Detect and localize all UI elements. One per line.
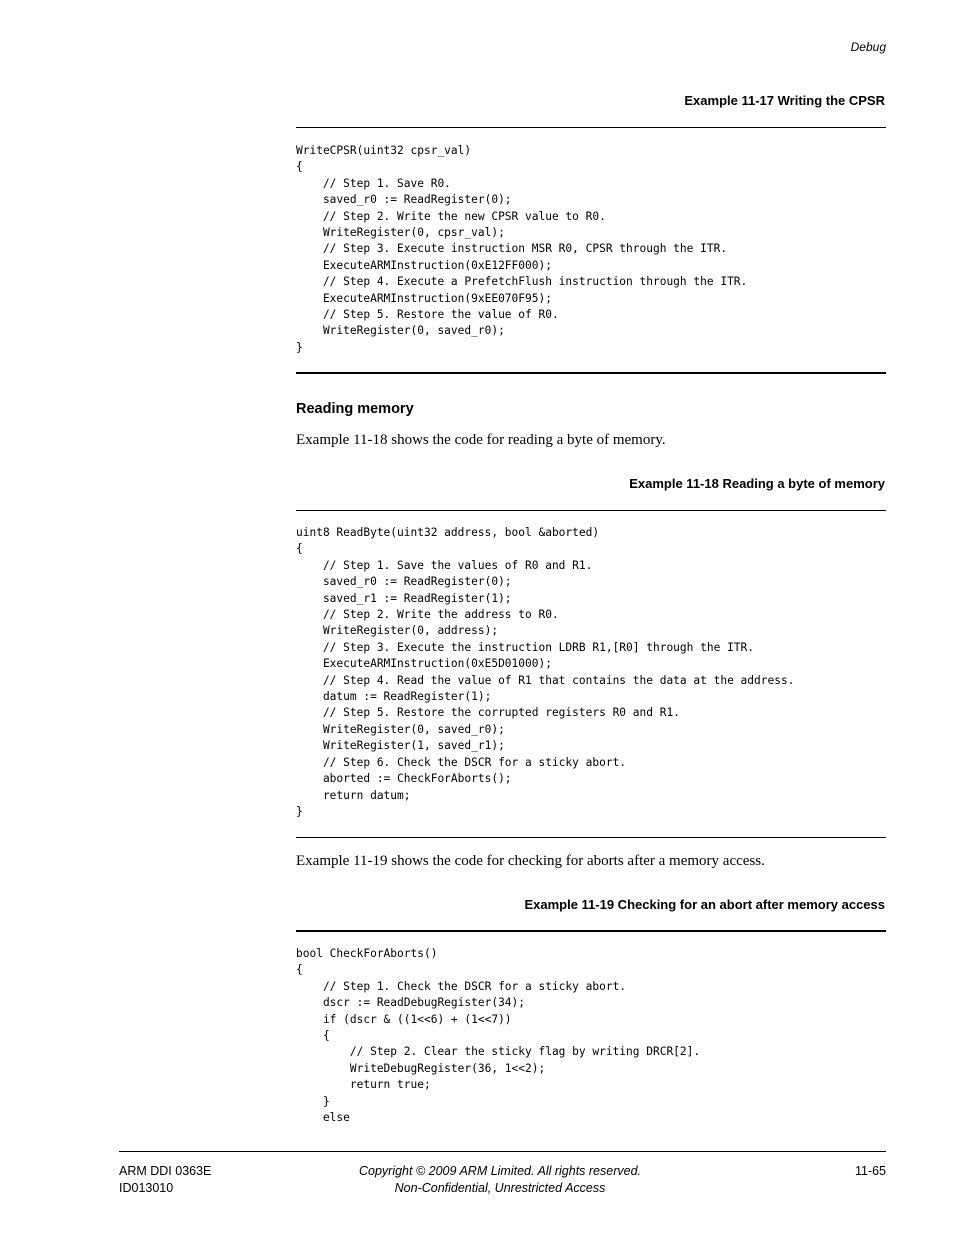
divider (296, 930, 886, 932)
code-block: bool CheckForAborts() { // Step 1. Check the DSCR for a sticky abort. dscr := ReadDebugRegister(34); if (dscr & ((1<<6) + (1<<7)) { // Step 2. Clear the sticky flag by writing DRCR[2]. WriteDebugRegister(36, 1<<2); return true; } else (296, 947, 701, 1125)
example-title: Example 11-17 Writing the CPSR (684, 93, 885, 108)
divider (296, 837, 886, 838)
code-block: uint8 ReadByte(uint32 address, bool &aborted) { // Step 1. Save the values of R0 and R1. saved_r0 := ReadRegister(0); saved_r1 := ReadRegister(1); // Step 2. Write the address to R0. WriteRegister(0, address); // Step 3. Execute the instruction LDRB R1,[R0] through the ITR. ExecuteARMInstruction(0xE5D01000); // Step 4. Read the value of R1 that contains the data at the address. datum := ReadRegister(1); // Step 5. Restore the corrupted registers R0 and R1. WriteRegister(0, saved_r0); WriteRegister(1, saved_r1); // Step 6. Check the DSCR for a sticky abort. aborted := CheckForAborts(); return datum; } (296, 526, 795, 818)
divider (296, 510, 886, 511)
footer-doc-info (119, 1163, 211, 1197)
code-block: WriteCPSR(uint32 cpsr_val) { // Step 1. Save R0. saved_r0 := ReadRegister(0); // Step 2. Write the new CPSR value to R0. WriteRegister(0, cpsr_val); // Step 3. Execute instruction MSR R0, CPSR through the ITR. ExecuteARMInstruction(0xE12FF000); // Step 4. Execute a PrefetchFlush instruction through the ITR. ExecuteARMInstruction(9xEE070F95); // Step 5. Restore the value of R0. WriteRegister(0, saved_r0); } (296, 144, 748, 354)
section-heading: Reading memory (296, 401, 414, 417)
body-paragraph: Example 11-19 shows the code for checking for aborts after a memory access. (296, 853, 765, 869)
example-title: Example 11-18 Reading a byte of memory (629, 476, 885, 491)
copyright-notice: Copyright © 2009 ARM Limited. All rights reserved. (358, 1164, 641, 1178)
divider (296, 127, 886, 128)
example-title: Example 11-19 Checking for an abort after memory access (524, 897, 885, 912)
body-paragraph: Example 11-18 shows the code for reading a byte of memory. (296, 432, 666, 448)
access-notice: Non-Confidential, Unrestricted Access (394, 1181, 606, 1195)
doc-id: ARM DDI 0363E (119, 1164, 212, 1178)
divider (296, 372, 886, 374)
doc-code: ID013010 (119, 1181, 174, 1195)
footer-legal (300, 1163, 700, 1197)
running-header: Debug (850, 40, 886, 54)
page-number: 11-65 (854, 1164, 886, 1178)
footer-divider (119, 1151, 886, 1152)
